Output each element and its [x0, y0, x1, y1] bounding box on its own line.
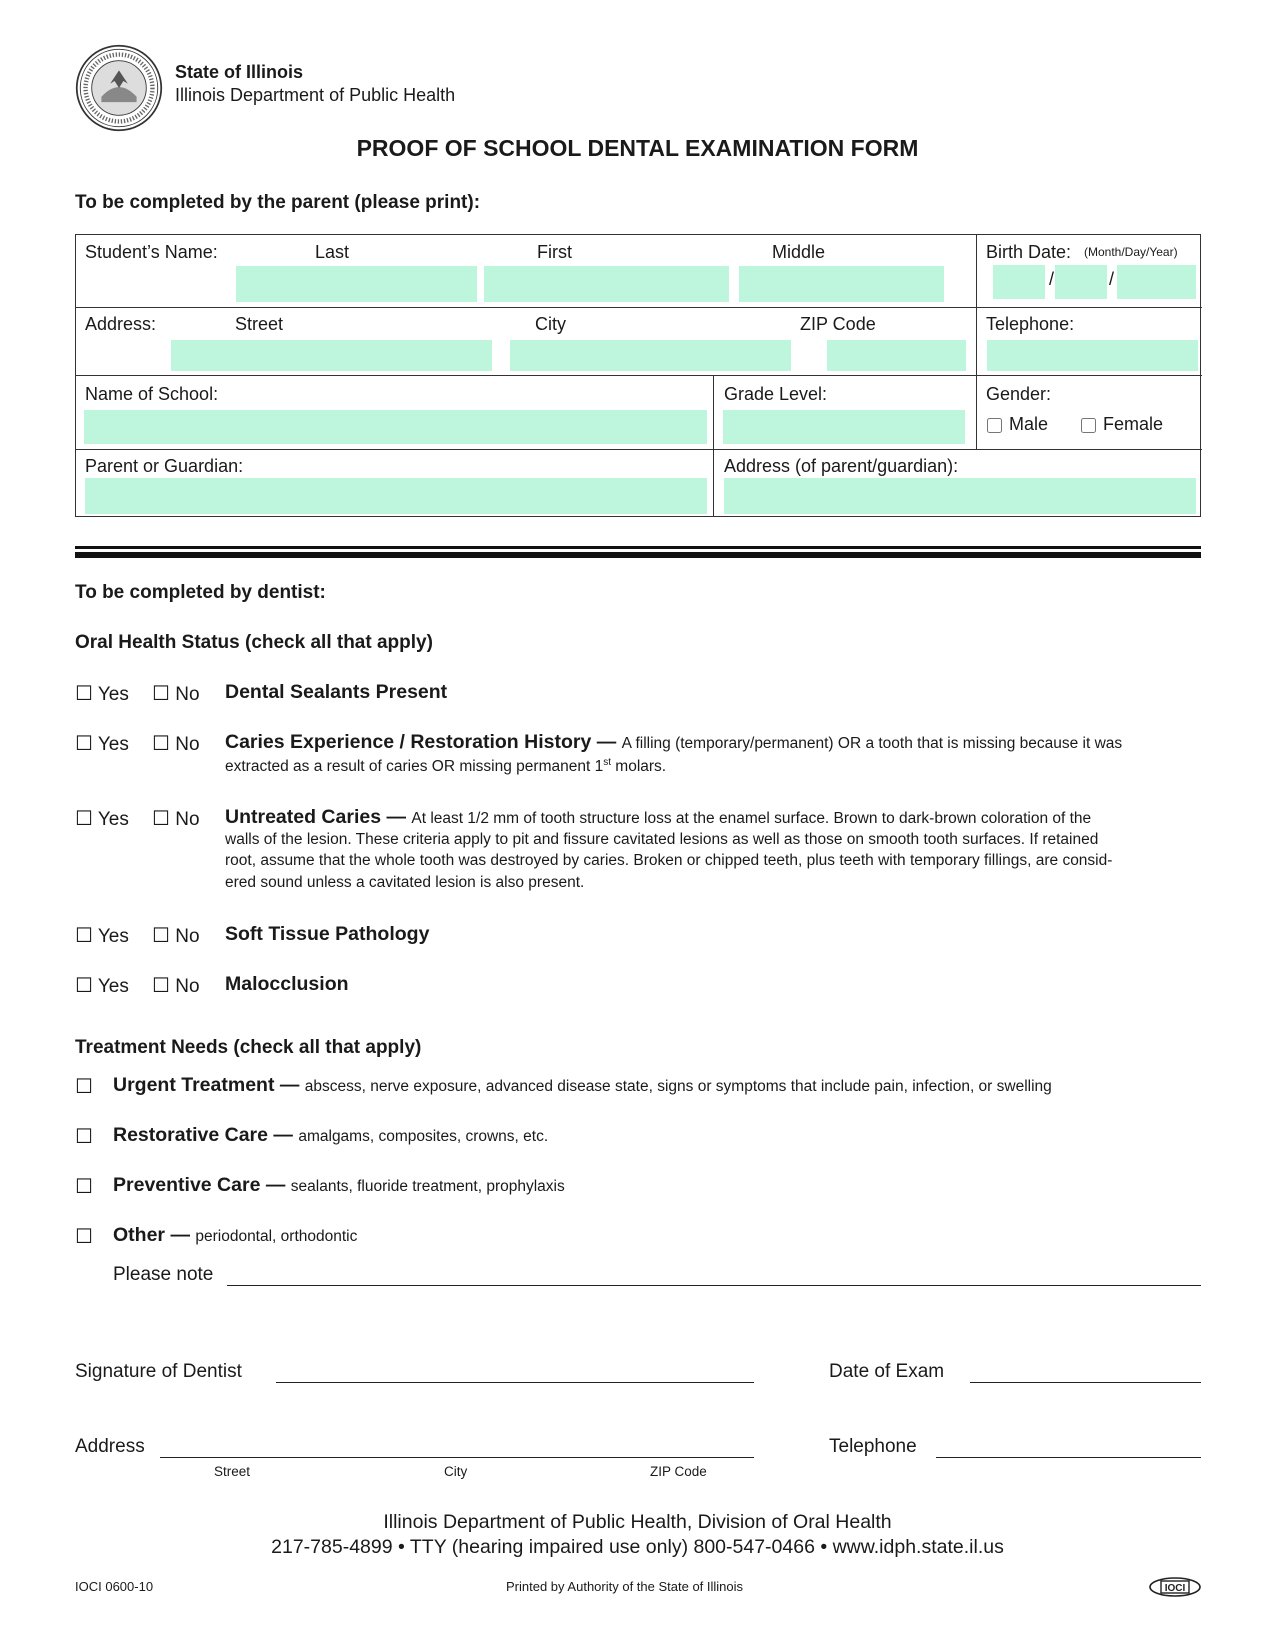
signature-line[interactable] [276, 1382, 754, 1383]
telephone-input[interactable] [987, 340, 1198, 371]
dentist-telephone-label: Telephone [829, 1436, 917, 1457]
no-option [152, 731, 200, 756]
form-divider [76, 307, 1202, 308]
untreated-caries-item [225, 806, 1091, 829]
malocclusion-title: Malocclusion [225, 973, 349, 995]
grade-input[interactable] [723, 410, 965, 444]
yes-option [75, 731, 129, 756]
male-checkbox[interactable] [987, 418, 1002, 433]
no-option [152, 973, 200, 998]
birth-year-input[interactable] [1117, 265, 1196, 299]
restorative-care-item [113, 1124, 548, 1147]
no-label: No [175, 684, 200, 705]
birth-day-input[interactable] [1055, 265, 1107, 299]
yes-checkbox[interactable]: ☐ [75, 683, 93, 705]
guardian-address-label: Address (of parent/guardian): [724, 456, 959, 476]
dentist-section-heading: To be completed by dentist: [75, 582, 326, 603]
untreated-caries-desc-3: root, assume that the whole tooth was destroyed by caries. Broken or chipped teeth, plus teeth with temporary fillings, are consid- [225, 852, 1113, 869]
no-checkbox[interactable]: ☐ [152, 808, 170, 830]
school-label: Name of School: [85, 384, 219, 404]
yes-label: Yes [97, 734, 129, 755]
other-title: Other [113, 1224, 166, 1246]
no-label: No [175, 809, 200, 830]
date-of-exam-label: Date of Exam [829, 1361, 945, 1382]
date-of-exam-line[interactable] [970, 1382, 1201, 1383]
dentist-street-label: Street [214, 1464, 251, 1479]
preventive-care-title: Preventive Care [113, 1174, 261, 1196]
yes-option [75, 806, 129, 831]
guardian-label: Parent or Guardian: [85, 456, 244, 476]
school-input[interactable] [84, 410, 707, 444]
em-dash: — [170, 1224, 190, 1246]
desc-text: molars. [610, 758, 667, 776]
sealants-title: Dental Sealants Present [225, 681, 448, 703]
dentist-city-label: City [444, 1464, 468, 1479]
zip-input[interactable] [827, 340, 966, 371]
org-line-2: Illinois Department of Public Health [175, 85, 456, 105]
yes-checkbox[interactable]: ☐ [75, 975, 93, 997]
grade-label: Grade Level: [724, 384, 828, 404]
guardian-address-input[interactable] [724, 478, 1196, 514]
caries-experience-desc-2 [225, 757, 666, 776]
org-line-1: State of Illinois [175, 62, 304, 82]
female-checkbox[interactable] [1081, 418, 1096, 433]
form-code: IOCI 0600-10 [75, 1579, 154, 1594]
zip-label: ZIP Code [800, 314, 876, 334]
no-checkbox[interactable]: ☐ [152, 733, 170, 755]
em-dash: — [273, 1124, 293, 1146]
untreated-caries-desc-2: walls of the lesion. These criteria apply to pit and fissure cavitated lesions as well as those on smooth tooth surfaces. If retained [225, 831, 1099, 848]
city-label: City [535, 314, 566, 334]
no-label: No [175, 734, 200, 755]
preventive-care-checkbox[interactable]: ☐ [75, 1176, 93, 1198]
no-checkbox[interactable]: ☐ [152, 683, 170, 705]
dentist-telephone-line[interactable] [936, 1457, 1201, 1458]
state-seal-icon [75, 44, 163, 132]
footer-contact: 217-785-4899 • TTY (hearing impaired use only) 800-547-0466 • www.idph.state.il.us [271, 1536, 1004, 1558]
dentist-address-line[interactable] [160, 1457, 754, 1458]
no-checkbox[interactable]: ☐ [152, 975, 170, 997]
please-note-line[interactable] [227, 1285, 1201, 1286]
yes-checkbox[interactable]: ☐ [75, 733, 93, 755]
guardian-input[interactable] [85, 478, 707, 514]
dentist-address-label: Address [75, 1436, 145, 1457]
first-name-input[interactable] [484, 266, 729, 302]
union-logo-icon [1148, 1576, 1202, 1598]
preventive-care-item [113, 1174, 565, 1197]
caries-experience-title: Caries Experience / Restoration History [225, 731, 592, 753]
first-name-label: First [537, 242, 572, 262]
no-label: No [175, 976, 200, 997]
caries-experience-desc: A filling (temporary/permanent) OR a tooth that is missing because it was [621, 735, 1123, 752]
yes-checkbox[interactable]: ☐ [75, 808, 93, 830]
address-label: Address: [85, 314, 157, 334]
no-option [152, 681, 200, 706]
telephone-label: Telephone: [986, 314, 1075, 334]
untreated-caries-desc: At least 1/2 mm of tooth structure loss at the enamel surface. Brown to dark-brown coloration of the [411, 810, 1092, 827]
svg-text:IOCI: IOCI [1164, 1583, 1186, 1594]
printed-by: Printed by Authority of the State of Illinois [506, 1579, 744, 1594]
untreated-caries-title: Untreated Caries [225, 806, 382, 828]
form-divider [976, 235, 977, 449]
form-title: PROOF OF SCHOOL DENTAL EXAMINATION FORM [356, 135, 919, 161]
soft-tissue-title: Soft Tissue Pathology [225, 923, 430, 945]
em-dash: — [279, 1074, 300, 1096]
restorative-care-title: Restorative Care [113, 1124, 268, 1146]
birth-date-format: (Month/Day/Year) [1084, 245, 1178, 259]
street-input[interactable] [171, 340, 492, 371]
yes-label: Yes [97, 976, 129, 997]
restorative-care-desc: amalgams, composites, crowns, etc. [298, 1128, 549, 1145]
em-dash: — [386, 806, 406, 828]
em-dash: — [265, 1174, 286, 1196]
last-name-label: Last [315, 242, 350, 262]
signature-label: Signature of Dentist [75, 1361, 242, 1382]
yes-label: Yes [97, 926, 129, 947]
urgent-treatment-item [113, 1074, 1052, 1097]
other-checkbox[interactable]: ☐ [75, 1226, 93, 1248]
em-dash: — [596, 731, 617, 753]
female-label: Female [1103, 414, 1164, 434]
urgent-treatment-title: Urgent Treatment [113, 1074, 275, 1096]
birth-date-label: Birth Date: [986, 242, 1072, 262]
yes-label: Yes [97, 684, 129, 705]
preventive-care-desc: sealants, fluoride treatment, prophylaxis [290, 1178, 565, 1195]
urgent-treatment-desc: abscess, nerve exposure, advanced disease state, signs or symptoms that include pain, infection, or swelling [304, 1078, 1052, 1095]
birth-month-input[interactable] [993, 265, 1045, 299]
yes-checkbox[interactable]: ☐ [75, 925, 93, 947]
section-separator [75, 546, 1201, 549]
untreated-caries-desc-4: ered sound unless a cavitated lesion is also present. [225, 874, 585, 891]
no-checkbox[interactable]: ☐ [152, 925, 170, 947]
other-desc: periodontal, orthodontic [195, 1228, 358, 1245]
date-separator: / [1109, 269, 1115, 289]
yes-option [75, 923, 129, 948]
middle-name-input[interactable] [739, 266, 944, 302]
desc-text: extracted as a result of caries OR missing permanent 1 [225, 758, 604, 776]
please-note-label: Please note [113, 1264, 214, 1285]
date-separator: / [1049, 269, 1055, 289]
street-label: Street [235, 314, 284, 334]
urgent-treatment-checkbox[interactable]: ☐ [75, 1076, 93, 1098]
yes-option [75, 973, 129, 998]
yes-option [75, 681, 129, 706]
parent-section-heading: To be completed by the parent (please print): [75, 192, 481, 213]
footer-division: Illinois Department of Public Health, Division of Oral Health [383, 1511, 892, 1533]
caries-experience-item [225, 731, 1122, 754]
no-label: No [175, 926, 200, 947]
no-option [152, 806, 200, 831]
middle-name-label: Middle [772, 242, 826, 262]
city-input[interactable] [510, 340, 791, 371]
treatment-heading: Treatment Needs (check all that apply) [75, 1037, 422, 1058]
last-name-input[interactable] [236, 266, 477, 302]
other-item [113, 1224, 357, 1247]
form-divider [76, 375, 1202, 376]
yes-label: Yes [97, 809, 129, 830]
dentist-zip-label: ZIP Code [650, 1464, 707, 1479]
restorative-care-checkbox[interactable]: ☐ [75, 1126, 93, 1148]
no-option [152, 923, 200, 948]
form-divider [76, 449, 1202, 450]
parent-form-box [75, 234, 1201, 517]
student-name-label: Student’s Name: [85, 242, 218, 262]
ordinal-suffix: st [603, 757, 611, 768]
male-label: Male [1009, 414, 1049, 434]
section-separator [75, 552, 1201, 558]
oral-health-heading: Oral Health Status (check all that apply) [75, 632, 433, 653]
form-divider [713, 375, 714, 517]
gender-label: Gender: [986, 384, 1052, 404]
